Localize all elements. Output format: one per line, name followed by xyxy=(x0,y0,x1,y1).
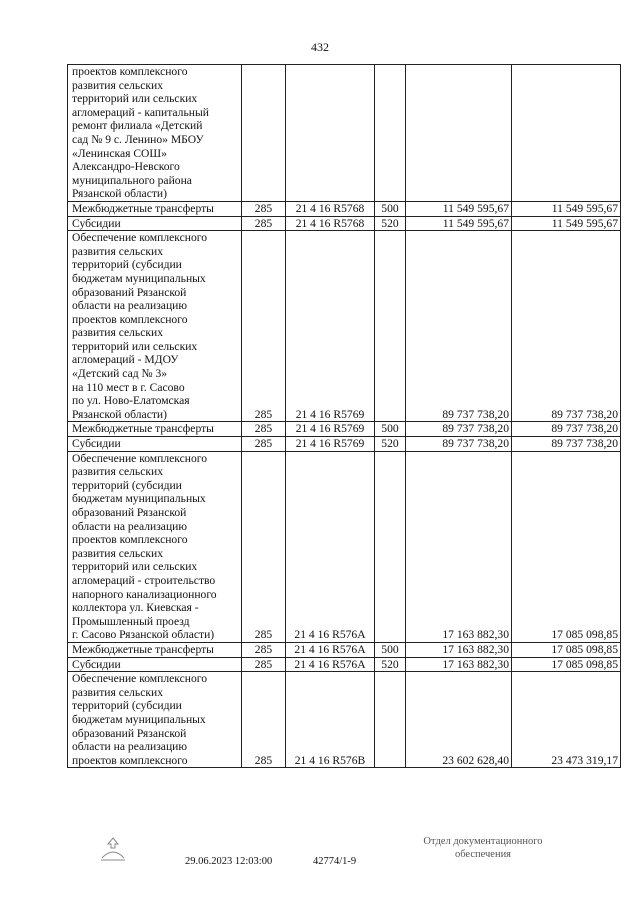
row-type-cell xyxy=(375,672,406,768)
row-value-2-cell: 11 549 595,67 xyxy=(512,216,621,231)
table-row xyxy=(68,201,621,216)
row-value-1-cell: 89 737 738,20 xyxy=(406,437,512,452)
row-name-cell: Субсидии xyxy=(68,437,242,452)
row-value-1-cell: 89 737 738,20 xyxy=(406,422,512,437)
page-number: 432 xyxy=(311,40,329,54)
row-article-cell: 21 4 16 R5769 xyxy=(286,422,375,437)
row-value-2-cell: 17 085 098,85 xyxy=(512,642,621,657)
department-stamp: Отдел документационного обеспечения xyxy=(423,836,543,860)
row-name-cell: Субсидии xyxy=(68,657,242,672)
table-row xyxy=(68,216,621,231)
row-code-cell: 285 xyxy=(242,422,286,437)
row-code-cell xyxy=(242,65,286,202)
row-value-2-cell: 11 549 595,67 xyxy=(512,201,621,216)
row-article-cell: 21 4 16 R576B xyxy=(286,672,375,768)
row-article-cell: 21 4 16 R5768 xyxy=(286,201,375,216)
row-type-cell: 500 xyxy=(375,422,406,437)
row-code-cell: 285 xyxy=(242,437,286,452)
row-name-cell: Обеспечение комплексного развития сельских территорий (субсидии бюджетам муниципальных образований Рязанской области на реализацию проектов комплексного развития сельских территорий или сельских агломераций - строительство напорного канализационного коллектора ул. Киевская - Промышленный проезд г. Сасово Рязанской области) xyxy=(68,451,242,642)
row-article-cell: 21 4 16 R5768 xyxy=(286,216,375,231)
row-article-cell: 21 4 16 R576A xyxy=(286,451,375,642)
row-name-cell: Межбюджетные трансферты xyxy=(68,201,242,216)
row-value-2-cell: 89 737 738,20 xyxy=(512,422,621,437)
row-value-1-cell: 17 163 882,30 xyxy=(406,642,512,657)
row-value-2-cell: 89 737 738,20 xyxy=(512,231,621,422)
row-code-cell: 285 xyxy=(242,201,286,216)
row-value-1-cell: 17 163 882,30 xyxy=(406,451,512,642)
row-type-cell: 500 xyxy=(375,201,406,216)
budget-table xyxy=(67,64,621,768)
table-row xyxy=(68,437,621,452)
table-row xyxy=(68,422,621,437)
row-code-cell: 285 xyxy=(242,672,286,768)
row-code-cell: 285 xyxy=(242,657,286,672)
row-value-2-cell: 17 085 098,85 xyxy=(512,657,621,672)
row-name-cell: Обеспечение комплексного развития сельских территорий (субсидии бюджетам муниципальных образований Рязанской области на реализацию проектов комплексного развития сельских территорий или сельских агломераций - МДОУ «Детский сад № 3» на 110 мест в г. Сасово по ул. Ново-Елатомская Рязанской области) xyxy=(68,231,242,422)
row-value-1-cell xyxy=(406,65,512,202)
row-article-cell: 21 4 16 R576A xyxy=(286,657,375,672)
row-article-cell: 21 4 16 R576A xyxy=(286,642,375,657)
footer-doc-number: 42774/1-9 xyxy=(313,856,357,867)
table-row xyxy=(68,65,621,202)
row-value-1-cell: 17 163 882,30 xyxy=(406,657,512,672)
row-name-cell: Межбюджетные трансферты xyxy=(68,422,242,437)
row-name-cell: проектов комплексного развития сельских территорий или сельских агломераций - капитальный ремонт филиала «Детский сад № 9 с. Ленино» МБОУ «Ленинская СОШ» Александро-Невского муниципального района Рязанской области) xyxy=(68,65,242,202)
row-name-cell: Межбюджетные трансферты xyxy=(68,642,242,657)
row-type-cell: 500 xyxy=(375,642,406,657)
row-article-cell: 21 4 16 R5769 xyxy=(286,231,375,422)
row-type-cell xyxy=(375,65,406,202)
row-code-cell: 285 xyxy=(242,642,286,657)
table-row xyxy=(68,451,621,642)
row-value-2-cell xyxy=(512,65,621,202)
table-row xyxy=(68,231,621,422)
budget-table-body xyxy=(68,65,621,768)
table-row xyxy=(68,672,621,768)
row-value-2-cell: 17 085 098,85 xyxy=(512,451,621,642)
row-value-2-cell: 23 473 319,17 xyxy=(512,672,621,768)
table-row xyxy=(68,642,621,657)
row-type-cell xyxy=(375,231,406,422)
row-code-cell: 285 xyxy=(242,231,286,422)
emblem-icon xyxy=(98,836,128,862)
row-value-1-cell: 11 549 595,67 xyxy=(406,201,512,216)
row-value-1-cell: 23 602 628,40 xyxy=(406,672,512,768)
row-article-cell: 21 4 16 R5769 xyxy=(286,437,375,452)
row-code-cell: 285 xyxy=(242,451,286,642)
row-type-cell xyxy=(375,451,406,642)
row-value-2-cell: 89 737 738,20 xyxy=(512,437,621,452)
row-code-cell: 285 xyxy=(242,216,286,231)
row-type-cell: 520 xyxy=(375,216,406,231)
row-name-cell: Обеспечение комплексного развития сельских территорий (субсидии бюджетам муниципальных образований Рязанской области на реализацию проектов комплексного xyxy=(68,672,242,768)
row-type-cell: 520 xyxy=(375,437,406,452)
table-row xyxy=(68,657,621,672)
footer-date: 29.06.2023 12:03:00 xyxy=(185,856,273,867)
row-value-1-cell: 89 737 738,20 xyxy=(406,231,512,422)
row-type-cell: 520 xyxy=(375,657,406,672)
row-name-cell: Субсидии xyxy=(68,216,242,231)
row-article-cell xyxy=(286,65,375,202)
row-value-1-cell: 11 549 595,67 xyxy=(406,216,512,231)
